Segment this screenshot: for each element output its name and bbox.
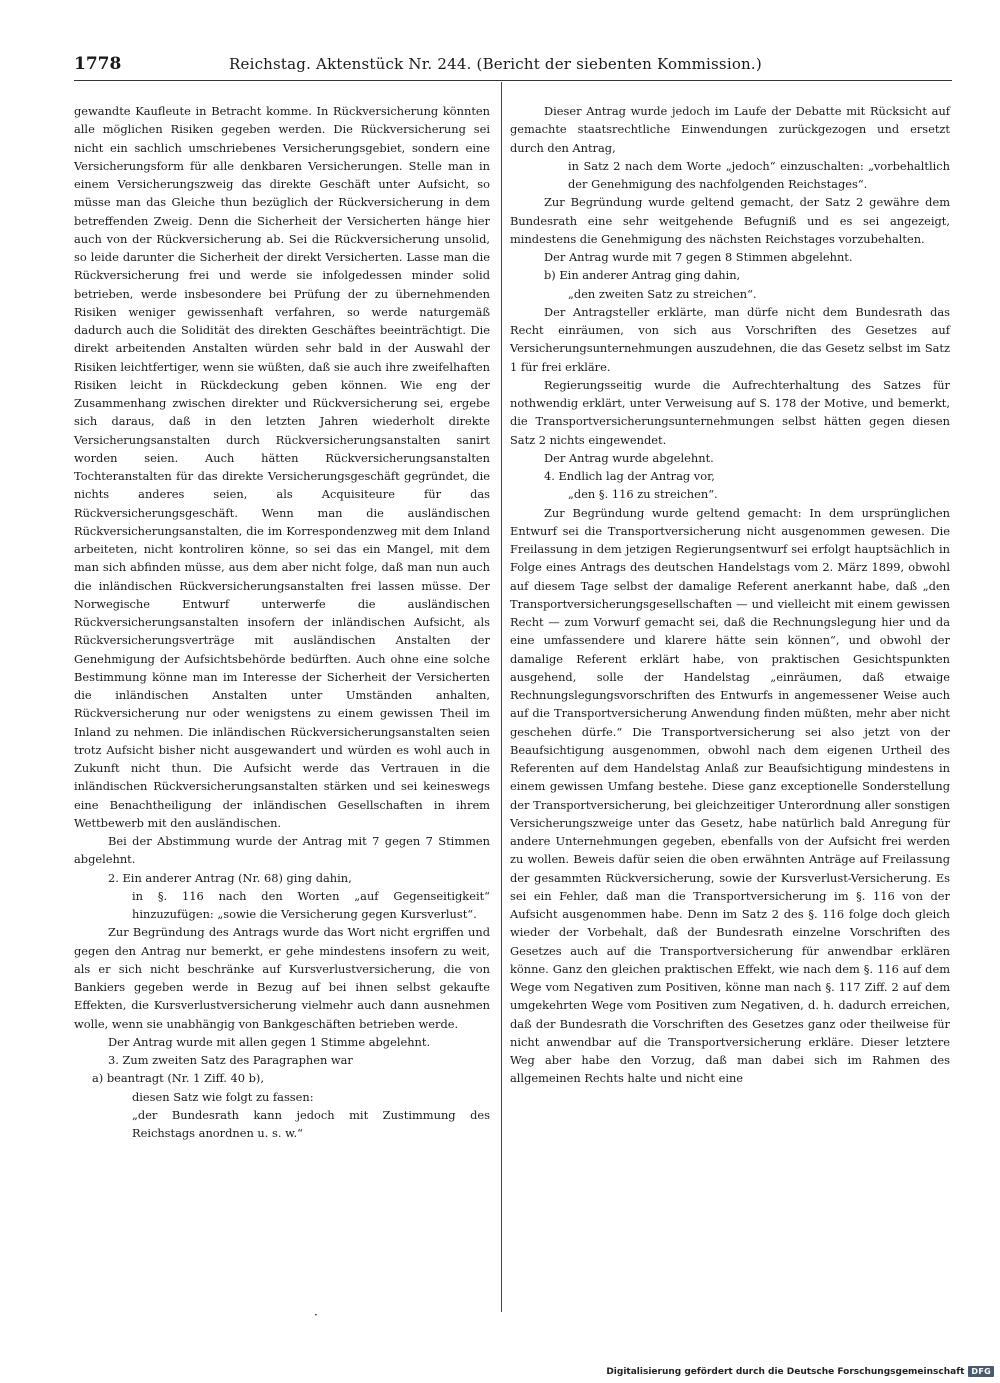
- paragraph: 4. Endlich lag der Antrag vor,: [544, 469, 715, 483]
- running-head: Reichstag. Aktenstück Nr. 244. (Bericht der siebenten Kommission.): [229, 55, 762, 73]
- paragraph: Zur Begründung wurde geltend gemacht: In dem ursprünglichen Entwurf sei die Transportversicherung nicht ausgenommen gewesen. Die Freilassung in dem jetzigen Regierungsentwurf sei erfolgt hauptsächlich in Folge eines Antrags des deutschen Handelstags vom 2. März 1899, obwohl auf diesem Tage selbst der damalige Referent anerkannt habe, daß „den Transportversicherungsgesellschaften — und vielleicht mit einem gewissen Recht — zum Vorwurf gemacht sei, daß die Rechnungslegung hier und da eine umfassendere und klarere hätte sein können“, und obwohl der damalige Referent erklärt habe, von praktischen Gesichtspunkten ausgehend, solle der Handelstag „einräumen, daß etwaige Rechnungslegungsvorschriften des Entwurfs in angemessener Weise auch auf die Transportversicherung Anwendung finden müßten, mehr aber nicht geschehen dürfe.“ Die Transportversicherung sei also jetzt von der Beaufsichtigung ausgenommen, obwohl nach dem eigenen Urtheil des Referenten auf dem Handelstag Anlaß zur Beaufsichtigung mindestens in einem gewissen Umfang bestehe. Diese ganz exceptionelle Sonderstellung der Transportversicherung, bei gleichzeitiger Unterordnung aller sonstigen Versicherungszweige unter das Gesetz, habe natürlich bald Anregung für andere Unternehmungen gegeben, ebenfalls von der Aufsicht frei werden zu wollen. Beweis dafür seien die oben erwähnten Anträge auf Freilassung der gesammten Rückversicherung, sowie der Kursverlust-Versicherung. Es sei ein Fehler, daß man die Transportversicherung im §. 116 von der Aufsicht ausgenommen habe. Denn im Satz 2 des §. 116 folge doch gleich wieder der Vorbehalt, daß der Bundesrath einzelne Vorschriften des Gesetzes auch auf die Transportversicherung für anwendbar erklären könne. Ganz den gleichen praktischen Effekt, wie nach dem §. 116 auf dem Wege vom Negativen zum Positiven, könne man nach §. 117 Ziff. 2 auf dem umgekehrten Wege vom Positiven zum Negativen, d. h. dadurch erreichen, daß der Bundesrath die Vorschriften des Gesetzes ganz oder theilweise für nicht anwendbar auf die Transportversicherung erkläre. Dieser letztere Weg aber habe den Vorzug, daß man dabei sich im Rahmen des allgemeinen Rechts halte und nicht eine: [510, 505, 950, 1086]
- column-divider: [501, 82, 502, 1312]
- paragraph: Regierungsseitig wurde die Aufrechterhaltung des Satzes für nothwendig erklärt, unter Verweisung auf S. 178 der Motive, und bemerkt, die Transportversicherungsunternehmungen selbst hätten gegen diesen Satz 2 nichts eingewendet.: [510, 377, 950, 447]
- paragraph: in Satz 2 nach dem Worte „jedoch“ einzuschalten: „vorbehaltlich der Genehmigung des nachfolgenden Reichstages“.: [568, 158, 950, 191]
- paragraph: Der Antragsteller erklärte, man dürfe nicht dem Bundesrath das Recht einräumen, von sich aus Vorschriften des Gesetzes auf Versicherungsunternehmungen auszudehnen, die das Gesetz selbst im Satz 1 für frei erkläre.: [510, 304, 950, 374]
- paragraph: Der Antrag wurde mit allen gegen 1 Stimme abgelehnt.: [108, 1034, 431, 1049]
- dfg-logo-icon: DFG: [968, 1366, 994, 1377]
- footer: [606, 1366, 994, 1377]
- paragraph: diesen Satz wie folgt zu fassen:: [132, 1089, 314, 1104]
- paragraph: 2. Ein anderer Antrag (Nr. 68) ging dahin,: [108, 870, 352, 885]
- paragraph: „der Bundesrath kann jedoch mit Zustimmung des Reichstags anordnen u. s. w.“: [132, 1107, 490, 1140]
- footer-credit: Digitalisierung gefördert durch die Deutsche Forschungsgemeinschaft: [606, 1366, 965, 1377]
- paragraph: Bei der Abstimmung wurde der Antrag mit 7 gegen 7 Stimmen abgelehnt.: [74, 834, 490, 867]
- header-rule: [74, 80, 952, 81]
- paragraph: „den §. 116 zu streichen“.: [568, 487, 718, 502]
- paragraph: Zur Begründung des Antrags wurde das Wort nicht ergriffen und gegen den Antrag nur bemerkt, er gehe mindestens insofern zu weit, als er sich nicht beschränke auf Kursverlustversicherung, die von Bankiers gegeben werde in Bezug auf bei ihnen selbst gekaufte Effekten, die Kursverlustversicherung vielmehr auch dann ausnehmen wolle, wenn sie unabhängig von Bankgeschäften betrieben werde.: [74, 925, 490, 1031]
- paragraph: 3. Zum zweiten Satz des Paragraphen war: [108, 1053, 353, 1067]
- paragraph: Zur Begründung wurde geltend gemacht, der Satz 2 gewähre dem Bundesrath eine sehr weitgehende Befugniß und es sei angezeigt, mindestens die Genehmigung des nächsten Reichstages vorzubehalten.: [510, 195, 950, 246]
- paragraph: „den zweiten Satz zu streichen“.: [568, 286, 757, 301]
- paragraph: Der Antrag wurde mit 7 gegen 8 Stimmen abgelehnt.: [544, 250, 853, 264]
- left-column: [74, 102, 490, 1142]
- paragraph: gewandte Kaufleute in Betracht komme. In Rückversicherung könnten alle möglichen Risiken gegeben werden. Die Rückversicherung sei nicht ein sachlich umschriebenes Versicherungsgebiet, sondern eine Versicherungsform für alle denkbaren Versicherungen. Stelle man in einem Versicherungszweig das direkte Geschäft unter Aufsicht, so müsse man das Gleiche thun bezüglich der Rückversicherung in dem betreffenden Zweig. Denn die Sicherheit der Versicherten hänge hier auch von der Rückversicherung ab. Sei die Rückversicherung unsolid, so leide darunter die Sicherheit der direkt Versicherten. Lasse man die Rückversicherung frei und werde sie infolgedessen minder solid betrieben, werde insbesondere bei Prüfung der zu übernehmenden Risiken weniger gewissenhaft verfahren, so werde naturgemäß dadurch auch die Solidität des direkten Geschäftes beeinträchtigt. Die direkt arbeitenden Anstalten würden sehr bald in der Auswahl der Risiken leichtfertiger, wenn sie wüßten, daß sie auch ihre zweifelhaften Risiken leicht in Rückdeckung geben können. Wie eng der Zusammenhang zwischen direkter und Rückversicherung sei, ergebe sich daraus, daß in den letzten Jahren wiederholt direkte Versicherungsanstalten durch Rückversicherungsanstalten sanirt worden seien. Auch hätten Rückversicherungsanstalten Tochteranstalten für das direkte Versicherungsgeschäft gegründet, die nichts anderes seien, als Acquisiteure für das Rückversicherungsgeschäft. Wenn man die ausländischen Rückversicherungsanstalten, die im Korrespondenzweg mit dem Inland arbeiteten, nicht kontroliren könne, so sei das ein Mangel, mit dem man sich abfinden müsse, aus dem aber nicht folge, daß man nun auch die inländischen Rückversicherungsanstalten frei lassen müsse. Der Norwegische Entwurf unterwerfe die ausländischen Rückversicherungsanstalten insofern der inländischen Aufsicht, als Rückversicherungsverträge mit ausländischen Anstalten der Genehmigung der Aufsichtsbehörde bedürften. Auch ohne eine solche Bestimmung könne man im Interesse der Sicherheit der Versicherten die inländischen Anstalten unter Umständen anhalten, Rückversicherung nur oder wenigstens zu einem gewissen Theil im Inland zu nehmen. Die inländischen Rückversicherungsanstalten seien trotz Aufsicht bisher nicht ausgewandert und würden es wohl auch in Zukunft nicht thun. Die Aufsicht werde das Vertrauen in die inländischen Rückversicherungsanstalten stärken und sei keineswegs eine Benachtheiligung der inländischen Gesellschaften in ihrem Wettbewerb mit den ausländischen.: [74, 104, 490, 830]
- page-header: [74, 54, 950, 80]
- paragraph: b) Ein anderer Antrag ging dahin,: [544, 268, 741, 283]
- paragraph: a) beantragt (Nr. 1 Ziff. 40 b),: [92, 1071, 264, 1086]
- right-column: [510, 102, 950, 1088]
- ornament-dot: ·: [314, 1308, 318, 1322]
- paragraph: Der Antrag wurde abgelehnt.: [544, 450, 714, 465]
- paragraph: Dieser Antrag wurde jedoch im Laufe der Debatte mit Rücksicht auf gemachte staatsrechtliche Einwendungen zurückgezogen und ersetzt durch den Antrag,: [510, 104, 950, 155]
- paragraph: in §. 116 nach den Worten „auf Gegenseitigkeit“ hinzuzufügen: „sowie die Versicherung gegen Kursverlust“.: [132, 888, 490, 921]
- page-number: 1778: [74, 54, 122, 74]
